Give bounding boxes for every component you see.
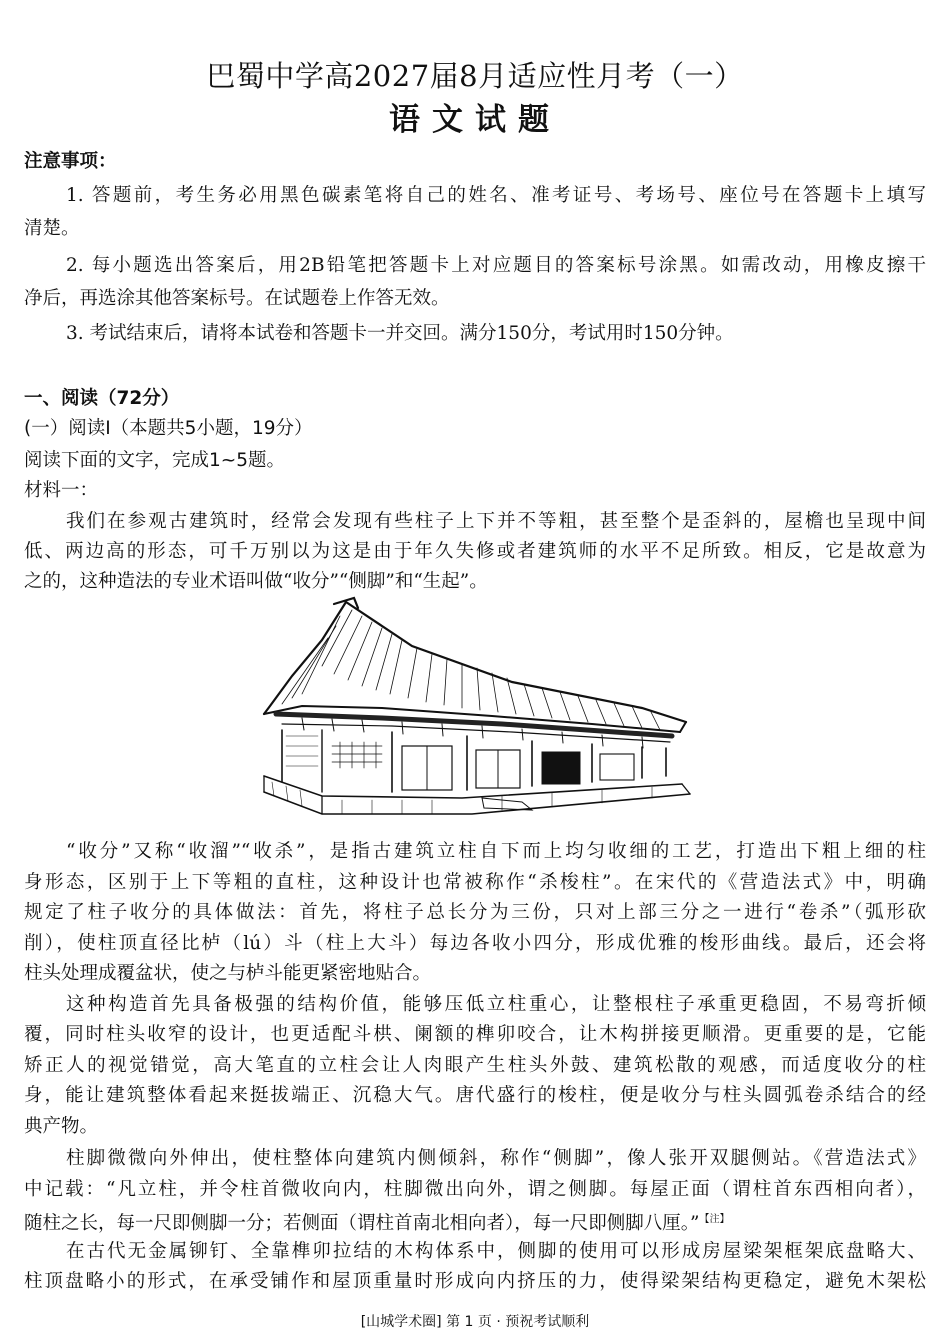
notice-heading: 注意事项： [24,151,117,172]
notice-item-1: 1. 答题前，考生务必用黑色碳素笔将自己的姓名、准考证号、考场号、座位号在答题卡上填写 [66,185,926,206]
paragraph-2-line-2: 身形态，区别于上下等粗的直柱，这种设计也常被称作“杀梭柱”。在宋代的《营造法式》中，明确 [24,872,926,893]
exam-title: 巴蜀中学高2027届8月适应性月考（一） [206,59,744,93]
subject-title: 语文试题 [389,102,561,138]
paragraph-3-line-3: 矫正人的视觉错觉，高大笔直的立柱会让人肉眼产生柱头外鼓、建筑松散的观感，而适度收分的柱 [24,1055,926,1076]
paragraph-2-line-5: 柱头处理成覆盆状，使之与栌斗能更紧密地贴合。 [24,963,432,984]
paragraph-3-line-4: 身，能让建筑整体看起来挺拔端正、沉稳大气。唐代盛行的梭柱，便是收分与柱头圆弧卷杀结合的经 [24,1085,926,1106]
paragraph-5-line-1: 在古代无金属铆钉、全靠榫卯拉结的木构体系中，侧脚的使用可以形成房屋梁架框架底盘略大、 [66,1241,926,1262]
footnote-marker: 【注】 [699,1214,730,1225]
page-footer: [山城学术圈] 第 1 页 · 预祝考试顺利 [360,1314,590,1330]
paragraph-1-line-1: 我们在参观古建筑时，经常会发现有些柱子上下并不等粗，甚至整个是歪斜的，屋檐也呈现中间 [66,511,926,532]
paragraph-2-line-3: 规定了柱子收分的具体做法：首先，将柱子总长分为三份，只对上部三分之一进行“卷杀”（弧形砍 [24,902,926,923]
notice-item-3: 3. 考试结束后，请将本试卷和答题卡一并交回。满分150分，考试用时150分钟。 [66,323,734,344]
paragraph-4-line-2: 中记载：“凡立柱，并令柱首微收向内，柱脚微出向外，谓之侧脚。每屋正面（谓柱首东西相向者）， [24,1179,926,1200]
paragraph-2-line-4: 削），使柱顶直径比栌（lú）斗（柱上大斗）每边各收小四分，形成优雅的梭形曲线。最后，还会将 [24,933,926,954]
paragraph-3-line-5: 典产物。 [24,1116,99,1137]
subsection-heading: (一）阅读Ⅰ（本题共5小题，19分） [24,418,313,439]
paragraph-1-line-2: 低、两边高的形态，可千万别以为这是由于年久失修或者建筑师的水平不足所致。相反，它是故意为 [24,541,926,562]
section-heading: 一、阅读（72分） [24,388,180,409]
paragraph-2-line-1: “收分”又称“收溜”“收杀”，是指古建筑立柱自下而上均匀收细的工艺，打造出下粗上细的柱 [66,841,926,862]
notice-item-1-cont: 清楚。 [24,218,80,239]
paragraph-4-line-1: 柱脚微微向外伸出，使柱整体向建筑内侧倾斜，称作“侧脚”，像人张开双腿侧站。《营造法式》 [66,1148,926,1169]
notice-item-2-cont: 净后，再选涂其他答案标号。在试题卷上作答无效。 [24,288,450,309]
paragraph-3-line-1: 这种构造首先具备极强的结构价值，能够压低立柱重心，让整根柱子承重更稳固，不易弯折倾 [66,994,926,1015]
paragraph-5-line-2: 柱顶盘略小的形式，在承受铺作和屋顶重量时形成向内挤压的力，使得梁架结构更稳定，避免木架松 [24,1271,926,1292]
paragraph-1-line-3: 之的，这种造法的专业术语叫做“收分”“侧脚”和“生起”。 [24,571,488,592]
material-label: 材料一： [24,480,99,501]
paragraph-4-line-3 [24,1208,926,1236]
reading-instruction: 阅读下面的文字，完成1~5题。 [24,450,286,471]
paragraph-3-line-2: 覆，同时柱头收窄的设计，也更适配斗栱、阑额的榫卯咬合，让木构拼接更顺滑。更重要的是，它能 [24,1024,926,1045]
ancient-building-illustration [262,596,692,824]
notice-item-2: 2. 每小题选出答案后，用2B铅笔把答题卡上对应题目的答案标号涂黑。如需改动，用橡皮擦干 [66,255,926,276]
paragraph-4-line-3-text: 随柱之长，每一尺即侧脚一分；若侧面（谓柱首南北相向者），每一尺即侧脚八厘。” [24,1213,700,1235]
